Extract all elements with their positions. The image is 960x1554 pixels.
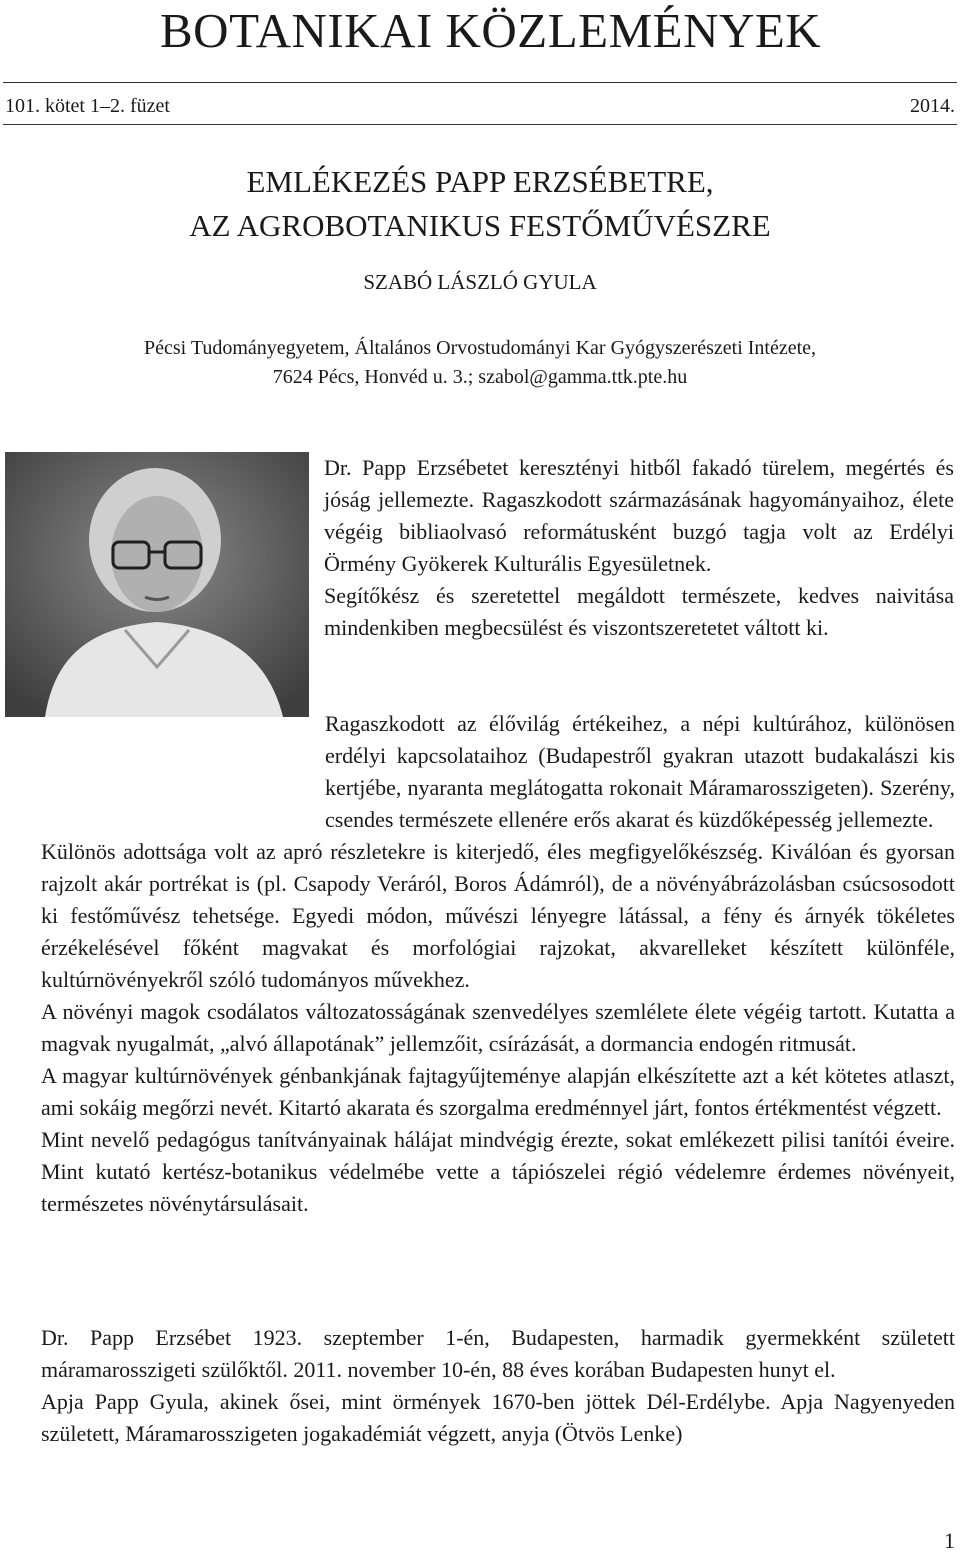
affiliation-line-2: 7624 Pécs, Honvéd u. 3.; szabol@gamma.ttk.pte.hu bbox=[272, 366, 688, 388]
paragraph: Ragaszkodott az élővilág értékeihez, a népi kultúrához, különösen erdélyi kapcsolataihoz (Budapestről gyakran utazott budakalászi kis kertjébe, nyaranta meglátogatta rokonait Máramarosszigeten). Szerény, csendes természete ellenére erős akarat és küzdőképesség jellemezte. bbox=[325, 711, 955, 832]
intro-column bbox=[324, 452, 954, 644]
header-rule-top bbox=[3, 82, 957, 83]
affiliation-line-1: Pécsi Tudományegyetem, Általános Orvostudományi Kar Gyógyszerészeti Intézete, bbox=[143, 337, 817, 359]
paragraph: Apja Papp Gyula, akinek ősei, mint örmények 1670-ben jöttek Dél-Erdélybe. Apja Nagyenyeden született, Máramarosszigeten jogakadémiát végzett, anyja (Ötvös Lenke) bbox=[41, 1389, 955, 1446]
article-title-line-1: EMLÉKEZÉS PAPP ERZSÉBETRE, bbox=[246, 164, 714, 199]
paragraph: A magyar kultúrnövények génbankjának fajtagyűjteménye alapján elkészítette azt a két kötetes atlaszt, ami sokáig megőrzi nevét. Kitartó akarata és szorgalma eredménnyel járt, fontos értékmentést végzett. bbox=[41, 1063, 955, 1120]
volume-info: 101. kötet 1–2. füzet bbox=[5, 95, 170, 117]
portrait-image bbox=[5, 452, 309, 717]
portrait-photo bbox=[5, 452, 309, 717]
affiliation bbox=[0, 334, 960, 392]
article-title-line-2: AZ AGROBOTANIKUS FESTŐMŰVÉSZRE bbox=[189, 208, 771, 243]
paragraph: Dr. Papp Erzsébet 1923. szeptember 1-én, Budapesten, harmadik gyermekként született máramarosszigeti szülőktől. 2011. november 10-én, 88 éves korában Budapesten hunyt el. bbox=[41, 1325, 955, 1382]
paragraph: Mint nevelő pedagógus tanítványainak hálájat mindvégig érezte, sokat emlékezett pilisi tanítói éveire. Mint kutató kertész-botanikus védelmébe vette a tápiószelei régió védelemre érdemes növényeit, természetes növénytársulásait. bbox=[41, 1127, 955, 1216]
author: SZABÓ LÁSZLÓ GYULA bbox=[363, 270, 597, 294]
body-text bbox=[5, 708, 955, 1220]
paragraph: Segítőkész és szeretettel megáldott természete, kedves naivitása mindenkiben megbecsülést és viszontszeretetet váltott ki. bbox=[324, 583, 954, 640]
year: 2014. bbox=[910, 95, 955, 117]
paragraph: A növényi magok csodálatos változatosságának szenvedélyes szemlélete élete végéig tartott. Kutatta a magvak nyugalmát, „alvó állapotának” jellemzőit, csírázását, a dormancia endogén ritmusát. bbox=[41, 999, 955, 1056]
biography-text bbox=[5, 1322, 955, 1450]
page-number: 1 bbox=[944, 1528, 955, 1553]
paragraph: Különös adottsága volt az apró részletekre is kiterjedő, éles megfigyelőkészség. Kiválóan és gyorsan rajzolt akár portrékat is (pl. Csapody Veráról, Boros Ádámról), de a növényábrázolásban csúcsosodott ki festőművész tehetsége. Egyedi módon, művészi lényegre látással, a fény és árnyék tökéletes érzékelésével főként magvakat és morfológiai rajzokat, akvarelleket készített különféle, kultúrnövényekről szóló tudományos művekhez. bbox=[41, 839, 955, 992]
header-rule-bottom bbox=[3, 124, 957, 125]
journal-title: BOTANIKAI KÖZLEMÉNYEK bbox=[160, 3, 822, 58]
paragraph: Dr. Papp Erzsébetet keresztényi hitből fakadó türelem, megértés és jóság jellemezte. Ragaszkodott származásának hagyományaihoz, élete végéig bibliaolvasó reformátusként buzgó tagja volt az Erdélyi Örmény Gyökerek Kulturális Egyesületnek. bbox=[324, 455, 954, 576]
